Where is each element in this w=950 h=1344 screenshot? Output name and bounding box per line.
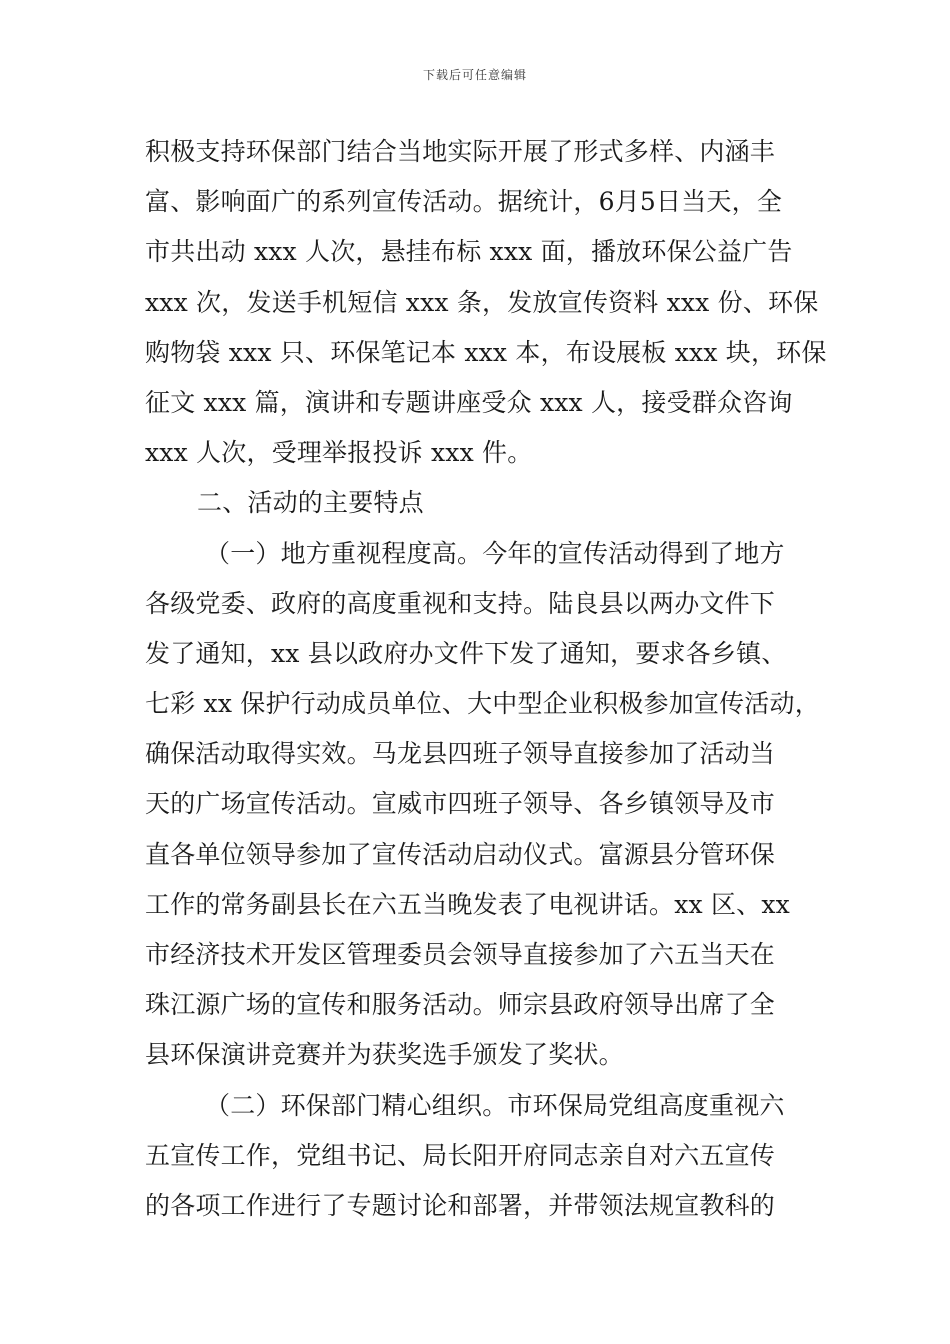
- text-line: 市经济技术开发区管理委员会领导直接参加了六五当天在: [145, 940, 776, 969]
- paragraph-start: （二）环保部门精心组织。市环保局党组高度重视六: [205, 1090, 785, 1120]
- text-line: 工作的常务副县长在六五当晚发表了电视讲话。xx 区、xx: [145, 889, 790, 919]
- text-line: 五宣传工作，党组书记、局长阳开府同志亲自对六五宣传: [145, 1140, 776, 1170]
- text-line: 的各项工作进行了专题讨论和部署，并带领法规宣教科的: [145, 1190, 776, 1220]
- text-line: xxx 人次，受理举报投诉 xxx 件。: [145, 438, 533, 468]
- text-line: 县环保演讲竞赛并为获奖选手颁发了奖状。: [145, 1040, 624, 1070]
- text-line: 发了通知，xx 县以政府办文件下发了通知，要求各乡镇、: [145, 638, 787, 668]
- text-line: 各级党委、政府的高度重视和支持。陆良县以两办文件下: [145, 588, 776, 618]
- section-heading: 二、活动的主要特点: [197, 488, 424, 518]
- page-header-note: 下载后可任意编辑: [422, 68, 527, 82]
- text-line: 市共出动 xxx 人次，悬挂布标 xxx 面，播放环保公益广告: [145, 237, 793, 267]
- text-line: 直各单位领导参加了宣传活动启动仪式。富源县分管环保: [145, 839, 776, 869]
- text-line: xxx 次，发送手机短信 xxx 条，发放宣传资料 xxx 份、环保: [145, 287, 819, 317]
- text-line: 七彩 xx 保护行动成员单位、大中型企业积极参加宣传活动，: [145, 689, 820, 719]
- text-line: 确保活动取得实效。马龙县四班子领导直接参加了活动当: [145, 739, 776, 769]
- paragraph-start: （一）地方重视程度高。今年的宣传活动得到了地方: [205, 538, 785, 568]
- text-line: 积极支持环保部门结合当地实际开展了形式多样、内涵丰: [145, 137, 776, 166]
- text-line: 征文 xxx 篇，演讲和专题讲座受众 xxx 人，接受群众咨询: [145, 387, 793, 417]
- text-line: 富、影响面广的系列宣传活动。据统计，6月5日当天，全: [145, 187, 783, 217]
- text-line: 珠江源广场的宣传和服务活动。师宗县政府领导出席了全: [145, 990, 776, 1020]
- text-line: 天的广场宣传活动。宣威市四班子领导、各乡镇领导及市: [145, 789, 776, 819]
- document-body: [145, 127, 835, 1231]
- text-line: 购物袋 xxx 只、环保笔记本 xxx 本，布设展板 xxx 块，环保: [145, 337, 827, 367]
